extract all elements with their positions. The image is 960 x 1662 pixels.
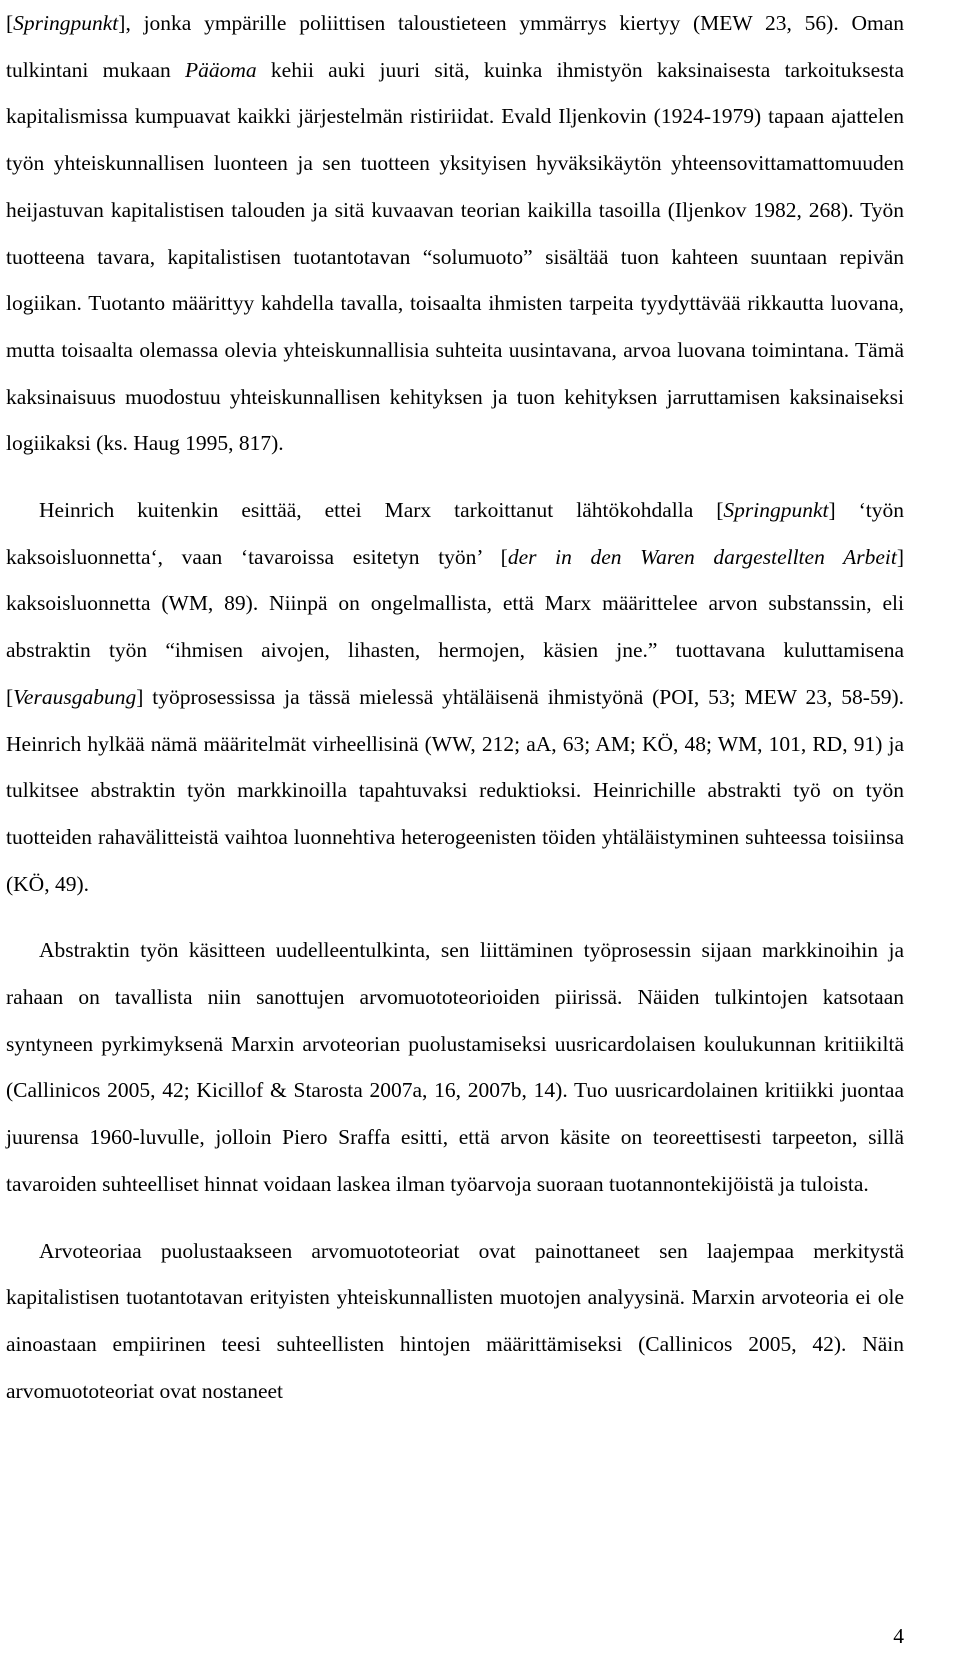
page-number: 4	[893, 1624, 904, 1648]
paragraph-1	[6, 0, 904, 467]
paragraph-1-segment: kehii auki juuri sitä, kuinka ihmistyön kaksinaisesta tarkoituksesta kapitalismissa kumpuavat kaikki järjestelmän ristiriidat. Evald Iljenkovin (1924-1979) tapaan ajattelen työn yhteiskunnallisen luonteen ja sen tuotteen yksityisen hyväksikäytön yhteensovittamattomuuden heijastuvan kapitalistisen talouden ja sitä kuvaavan teorian kaikilla tasoilla (Iljenkov 1982, 268). Työn tuotteena tavara, kapitalistisen tuotantotavan “solumuoto” sisältää tuon kahteen suuntaan repivän logiikan. Tuotanto määrittyy kahdella tavalla, toisaalta ihmisten tarpeita tyydyttävää rikkautta luovana, mutta toisaalta olemassa olevia yhteiskunnallisia suhteita uusintavana, arvoa luovana toimintana. Tämä kaksinaisuus muodostuu yhteiskunnallisen kehityksen ja tuon kehityksen jarruttamisen kaksinaiseksi logiikaksi (ks. Haug 1995, 817).	[6, 57, 904, 456]
paragraph-3-segment: Abstraktin työn käsitteen uudelleentulkinta, sen liittäminen työprosessin sijaan markkinoihin ja rahaan on tavallista niin sanottujen arvomuototeorioiden piirissä. Näiden tulkintojen katsotaan syntyneen pyrkimyksenä Marxin arvoteorian puolustamiseksi uusricardolaisen koulukunnan kritiikiltä (Callinicos 2005, 42; Kicillof & Starosta 2007a, 16, 2007b, 14). Tuo uusricardolainen kritiikki juontaa juurensa 1960-luvulle, jolloin Piero Sraffa esitti, että arvon käsite on teoreettisesti tarpeeton, sillä tavaroiden suhteelliset hinnat voidaan laskea ilman työarvoja suoraan tuotannontekijöistä ja tuloista.	[6, 938, 904, 1196]
paragraph-2-italic: der in den Waren dargestellten Arbeit	[507, 544, 897, 569]
paragraph-2-italic: Springpunkt	[723, 498, 829, 523]
paragraph-2-segment: ] ‘työn kaksoisluonnetta‘, vaan ‘tavaroissa esitetyn työn’ [	[6, 498, 904, 569]
paragraph-1-segment: [	[6, 11, 14, 35]
document-page	[6, 0, 904, 1414]
paragraph-2-segment: Heinrich kuitenkin esittää, ettei Marx tarkoittanut lähtökohdalla [	[39, 498, 724, 523]
paragraph-4	[6, 1228, 904, 1415]
paragraph-1-italic: Springpunkt	[13, 11, 119, 35]
paragraph-1-segment: ], jonka ympärille poliittisen taloustieteen ymmärrys kiertyy (MEW 23, 56). Oman tulkintani mukaan	[6, 11, 904, 82]
paragraph-3	[6, 927, 904, 1207]
paragraph-1-italic: Pääoma	[185, 57, 257, 82]
paragraph-2-italic: Verausgabung	[13, 684, 137, 709]
paragraph-2-segment: ] työprosessissa ja tässä mielessä yhtäläisenä ihmistyönä (POI, 53; MEW 23, 58-59). Heinrich hylkää nämä määritelmät virheellisinä (WW, 212; aA, 63; AM; KÖ, 48; WM, 101, RD, 91) ja tulkitsee abstraktin työn markkinoilla tapahtuvaksi reduktioksi. Heinrichille abstrakti työ on työn tuotteiden rahavälitteistä vaihtoa luonnehtiva heterogeenisten töiden yhtäläistyminen suhteessa toisiinsa (KÖ, 49).	[6, 684, 904, 896]
paragraph-4-segment: Arvoteoriaa puolustaakseen arvomuototeoriat ovat painottaneet sen laajempaa merkitystä kapitalistisen tuotantotavan erityisten yhteiskunnallisten muotojen analyysinä. Marxin arvoteoria ei ole ainoastaan empiirinen teesi suhteellisten hintojen määrittämiseksi (Callinicos 2005, 42). Näin arvomuototeoriat ovat nostaneet	[6, 1238, 904, 1403]
paragraph-2	[6, 487, 904, 907]
paragraph-2-segment: ] kaksoisluonnetta (WM, 89). Niinpä on ongelmallista, että Marx määrittelee arvon substanssin, eli abstraktin työn “ihmisen aivojen, lihasten, hermojen, käsien jne.” tuottavana kuluttamisena [	[6, 544, 904, 709]
